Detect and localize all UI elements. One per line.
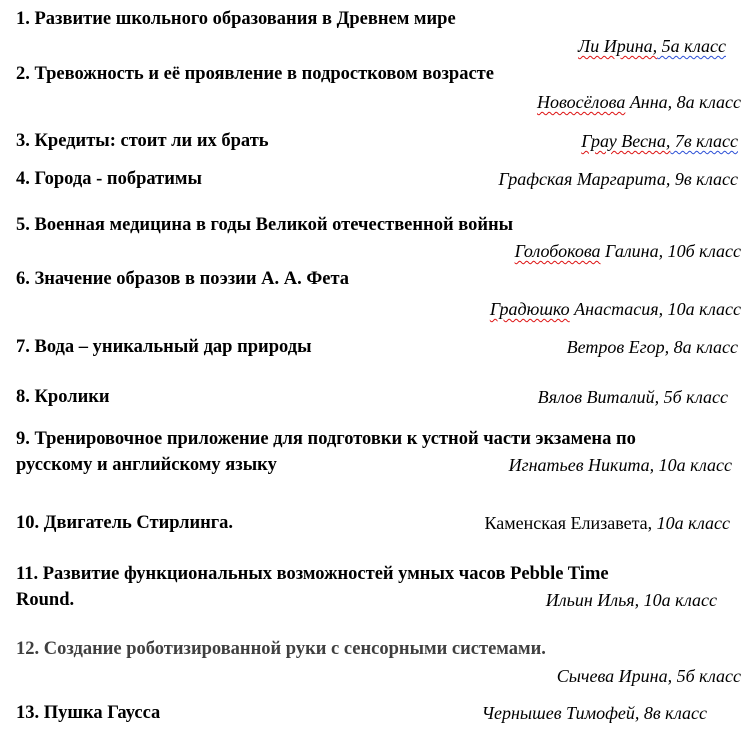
item-7-title: 7. Вода – уникальный дар природы [16,337,312,357]
item-5-author [515,240,741,262]
item-8-author: Вялов Виталий, 5б класс [537,387,728,407]
item-6-author [490,298,741,320]
item-6-title: 6. Значение образов в поэзии А. А. Фета [16,269,350,289]
item-9-title: 9. Тренировочное приложение для подготовки к устной части экзамена по [16,429,636,449]
item-10-title: 10. Двигатель Стирлинга. [16,513,234,533]
item-8-title: 8. Кролики [16,387,110,407]
item-5-title: 5. Военная медицина в годы Великой отечественной войны [16,215,514,235]
item-3-author-name: Грау Весна, [581,131,671,151]
item-11-title-line2: Round. [16,590,75,610]
item-2-author-class: Анна, 8а класс [625,92,741,112]
item-3-author-class: 7в класс [670,131,738,151]
item-5-author-name: Голобокова [514,241,601,261]
item-5-author-class: Галина, 10б класс [600,241,741,261]
item-13-author: Чернышев Тимофей, 8в класс [481,703,707,723]
item-2-title: 2. Тревожность и её проявление в подростковом возрасте [16,64,494,84]
item-9-author: Игнатьев Никита, 10а класс [508,455,732,475]
item-12-author: Сычева Ирина, 5б класс [556,666,741,686]
item-12-title: 12. Создание роботизированной руки с сенсорными системами. [16,639,546,659]
item-1-author-name: Ли Ирина, [578,36,658,56]
item-10-author [485,512,731,534]
item-1-author [578,35,726,57]
item-2-author-name: Новосёлова [537,92,626,112]
item-9-title-line2: русскому и английскому языку [16,455,277,475]
item-13-title: 13. Пушка Гаусса [16,703,161,723]
item-7-author: Ветров Егор, 8а класс [566,337,738,357]
item-10-author-name: Каменская Елизавета, [484,513,653,533]
item-4-author: Графская Маргарита, 9в класс [498,169,738,189]
item-10-author-class: 10а класс [652,513,730,533]
item-3-title: 3. Кредиты: стоит ли их брать [16,131,269,151]
item-6-author-name: Градюшко [489,299,570,319]
item-1-title: 1. Развитие школьного образования в Древнем мире [16,9,456,29]
item-2-author [537,91,741,113]
item-11-author: Ильин Илья, 10а класс [545,590,717,610]
item-11-title: 11. Развитие функциональных возможностей умных часов Pebble Time [16,564,609,584]
item-1-author-class: 5а класс [657,36,726,56]
item-3-author [581,130,738,152]
item-4-title: 4. Города - побратимы [16,169,202,189]
item-6-author-class: Анастасия, 10а класс [569,299,741,319]
